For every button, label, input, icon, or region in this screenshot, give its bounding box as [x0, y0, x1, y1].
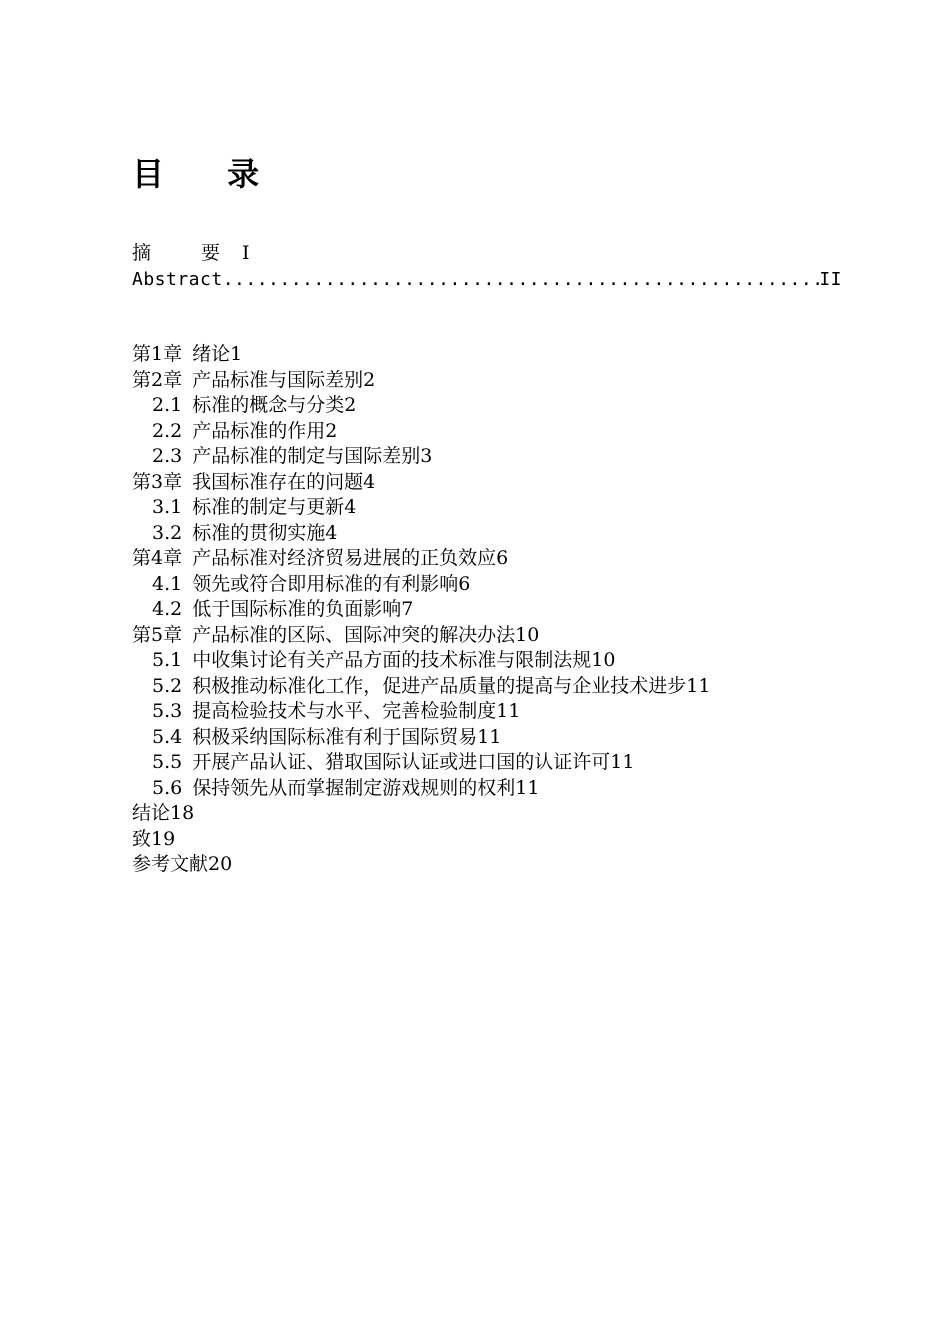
toc-entry-number: 4.2: [152, 598, 183, 620]
toc-entry-section[interactable]: [132, 419, 892, 445]
toc-entry-label: 标准的概念与分类: [192, 394, 345, 416]
toc-entry-page: 2: [344, 394, 357, 416]
toc-entry-section[interactable]: [132, 674, 892, 700]
toc-entry-label: 保持领先从而掌握制定游戏规则的权利: [192, 776, 516, 799]
toc-entry-page: 1: [230, 343, 243, 365]
toc-entry-section[interactable]: [132, 521, 892, 547]
toc-entry-label: Abstract: [132, 268, 223, 290]
toc-entry-number: 5.4: [152, 725, 183, 748]
toc-entry-number: 第4章: [132, 547, 183, 569]
toc-entry-page: 6: [496, 547, 509, 569]
toc-list: [132, 342, 892, 878]
toc-entry-section[interactable]: [132, 648, 892, 674]
toc-entry-number: 3.1: [152, 496, 183, 518]
toc-entry-page: 2: [325, 419, 338, 442]
toc-entry-summary[interactable]: [132, 241, 852, 267]
toc-entry-number: 3.2: [152, 521, 183, 544]
toc-entry-label: 领先或符合即用标准的有利影响: [192, 572, 459, 595]
toc-entry-page: 4: [325, 521, 338, 544]
toc-entry-number: 2.1: [152, 394, 183, 416]
toc-entry-number: 2.3: [152, 445, 183, 467]
toc-entry-number: 2.2: [152, 419, 183, 442]
toc-entry-number: 4.1: [152, 572, 183, 595]
toc-entry-chapter[interactable]: [132, 623, 892, 649]
toc-entry-label: 参考文献: [132, 853, 209, 875]
toc-entry-label: 产品标准对经济贸易进展的正负效应: [192, 547, 497, 569]
toc-entry-chapter[interactable]: [132, 368, 892, 394]
toc-entry-label: 中收集讨论有关产品方面的技术标准与限制法规: [192, 649, 592, 671]
toc-entry-number: 第3章: [132, 470, 183, 493]
toc-entry-section[interactable]: [132, 750, 892, 776]
toc-entry-page: 11: [686, 674, 711, 697]
toc-entry-section[interactable]: [132, 725, 892, 751]
toc-entry-page: 11: [496, 700, 521, 722]
toc-entry-label: 产品标准的作用: [192, 419, 326, 442]
toc-entry-chapter[interactable]: [132, 342, 892, 368]
dot-leader: [223, 267, 820, 293]
toc-entry-page: 11: [477, 725, 502, 748]
toc-entry-page: 10: [515, 623, 540, 646]
toc-entry-section[interactable]: [132, 393, 892, 419]
toc-entry-chapter[interactable]: [132, 470, 892, 496]
toc-entry-section[interactable]: [132, 572, 892, 598]
toc-entry-page: 4: [344, 496, 357, 518]
toc-entry-page: 3: [420, 445, 433, 467]
toc-entry-label: 我国标准存在的问题: [192, 470, 364, 493]
toc-entry-number: 第1章: [132, 343, 183, 365]
toc-entry-page: 11: [515, 776, 540, 799]
front-matter: [132, 241, 852, 292]
toc-entry-page: 11: [610, 751, 635, 773]
toc-entry-number: 5.3: [152, 700, 183, 722]
toc-entry-label: 积极采纳国际标准有利于国际贸易: [192, 725, 478, 748]
toc-entry-label: 产品标准的区际、国际冲突的解决办法: [192, 623, 516, 646]
toc-entry-section[interactable]: [132, 776, 892, 802]
toc-entry-page: I: [242, 242, 250, 264]
toc-entry-label: 开展产品认证、猎取国际认证或进口国的认证许可: [192, 751, 611, 773]
toc-entry-label: 致: [132, 827, 152, 850]
toc-entry-page: II: [819, 268, 842, 290]
toc-entry-page: 2: [363, 368, 376, 391]
toc-entry-number: 第2章: [132, 368, 183, 391]
toc-entry-number: 第5章: [132, 623, 183, 646]
toc-entry-label: 产品标准与国际差别: [192, 368, 364, 391]
toc-entry-number: 5.6: [152, 776, 183, 799]
toc-entry-page: 6: [458, 572, 471, 595]
toc-entry-label: 结论: [132, 802, 171, 824]
toc-entry-section[interactable]: [132, 495, 892, 521]
toc-entry-page: 10: [591, 649, 616, 671]
toc-entry-label: 积极推动标准化工作，促进产品质量的提高与企业技术进步: [192, 674, 687, 697]
toc-entry-label: 标准的贯彻实施: [192, 521, 326, 544]
toc-entry-section[interactable]: [132, 597, 892, 623]
toc-entry-label: 低于国际标准的负面影响: [192, 598, 402, 620]
page-title: 目 录: [132, 155, 286, 193]
toc-entry-page: 4: [363, 470, 376, 493]
toc-entry-chapter[interactable]: [132, 801, 892, 827]
toc-entry-abstract[interactable]: [132, 267, 842, 293]
toc-entry-number: 5.2: [152, 674, 183, 697]
toc-entry-page: 20: [208, 853, 233, 875]
toc-entry-label: 标准的制定与更新: [192, 496, 345, 518]
toc-entry-section[interactable]: [132, 699, 892, 725]
toc-entry-chapter[interactable]: [132, 852, 892, 878]
toc-entry-page: 18: [170, 802, 195, 824]
toc-entry-label: 绪论: [192, 343, 231, 365]
toc-entry-chapter[interactable]: [132, 827, 892, 853]
toc-entry-number: 5.1: [152, 649, 183, 671]
toc-entry-label: 产品标准的制定与国际差别: [192, 445, 421, 467]
toc-entry-label: 摘 要: [132, 242, 243, 264]
toc-entry-number: 5.5: [152, 751, 183, 773]
toc-entry-page: 7: [401, 598, 414, 620]
toc-entry-chapter[interactable]: [132, 546, 892, 572]
toc-entry-page: 19: [151, 827, 176, 850]
toc-entry-label: 提高检验技术与水平、完善检验制度: [192, 700, 497, 722]
toc-entry-section[interactable]: [132, 444, 892, 470]
